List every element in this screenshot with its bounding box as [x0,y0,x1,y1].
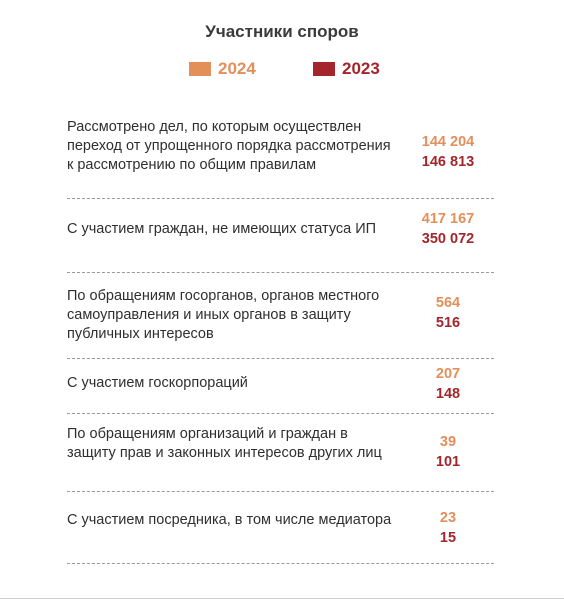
value-2024: 144 204 [421,134,475,150]
row-divider [67,491,494,492]
row-label: С участием посредника, в том числе медиатора [67,512,392,528]
row-divider [67,413,494,414]
value-2024: 23 [439,510,457,526]
value-2024: 417 167 [421,211,475,227]
value-2023: 101 [435,454,461,470]
chart-title: Участники споров [205,22,359,41]
row-label: С участием госкорпораций [67,375,248,391]
value-2023: 146 813 [421,154,475,170]
legend-label-2023: 2023 [342,59,380,78]
row-label: Рассмотрено дел, по которым осуществлен переход от упрощенного порядка рассмотрения к рассмотрению по общим правилам [67,119,391,173]
row-label: По обращениям организаций и граждан в защиту прав и законных интересов других лиц [67,426,382,461]
legend-swatch-2023 [313,62,335,76]
legend-item-2023 [313,59,380,79]
row-label: С участием граждан, не имеющих статуса ИП [67,221,377,237]
value-2024: 564 [435,295,461,311]
legend [0,59,564,81]
row-divider [67,358,494,359]
value-2023: 148 [435,386,461,402]
value-2023: 516 [435,315,461,331]
value-2024: 39 [439,434,457,450]
row-divider [67,272,494,273]
value-2024: 207 [435,366,461,382]
value-2023: 350 072 [421,231,475,247]
legend-label-2024: 2024 [218,59,256,78]
row-divider [67,563,494,564]
row-label: По обращениям госорганов, органов местного самоуправления и иных органов в защиту публичных интересов [67,288,380,342]
legend-swatch-2024 [189,62,211,76]
value-2023: 15 [439,530,457,546]
legend-item-2024 [189,59,256,79]
row-divider [67,198,494,199]
page-bottom-border [0,598,564,599]
